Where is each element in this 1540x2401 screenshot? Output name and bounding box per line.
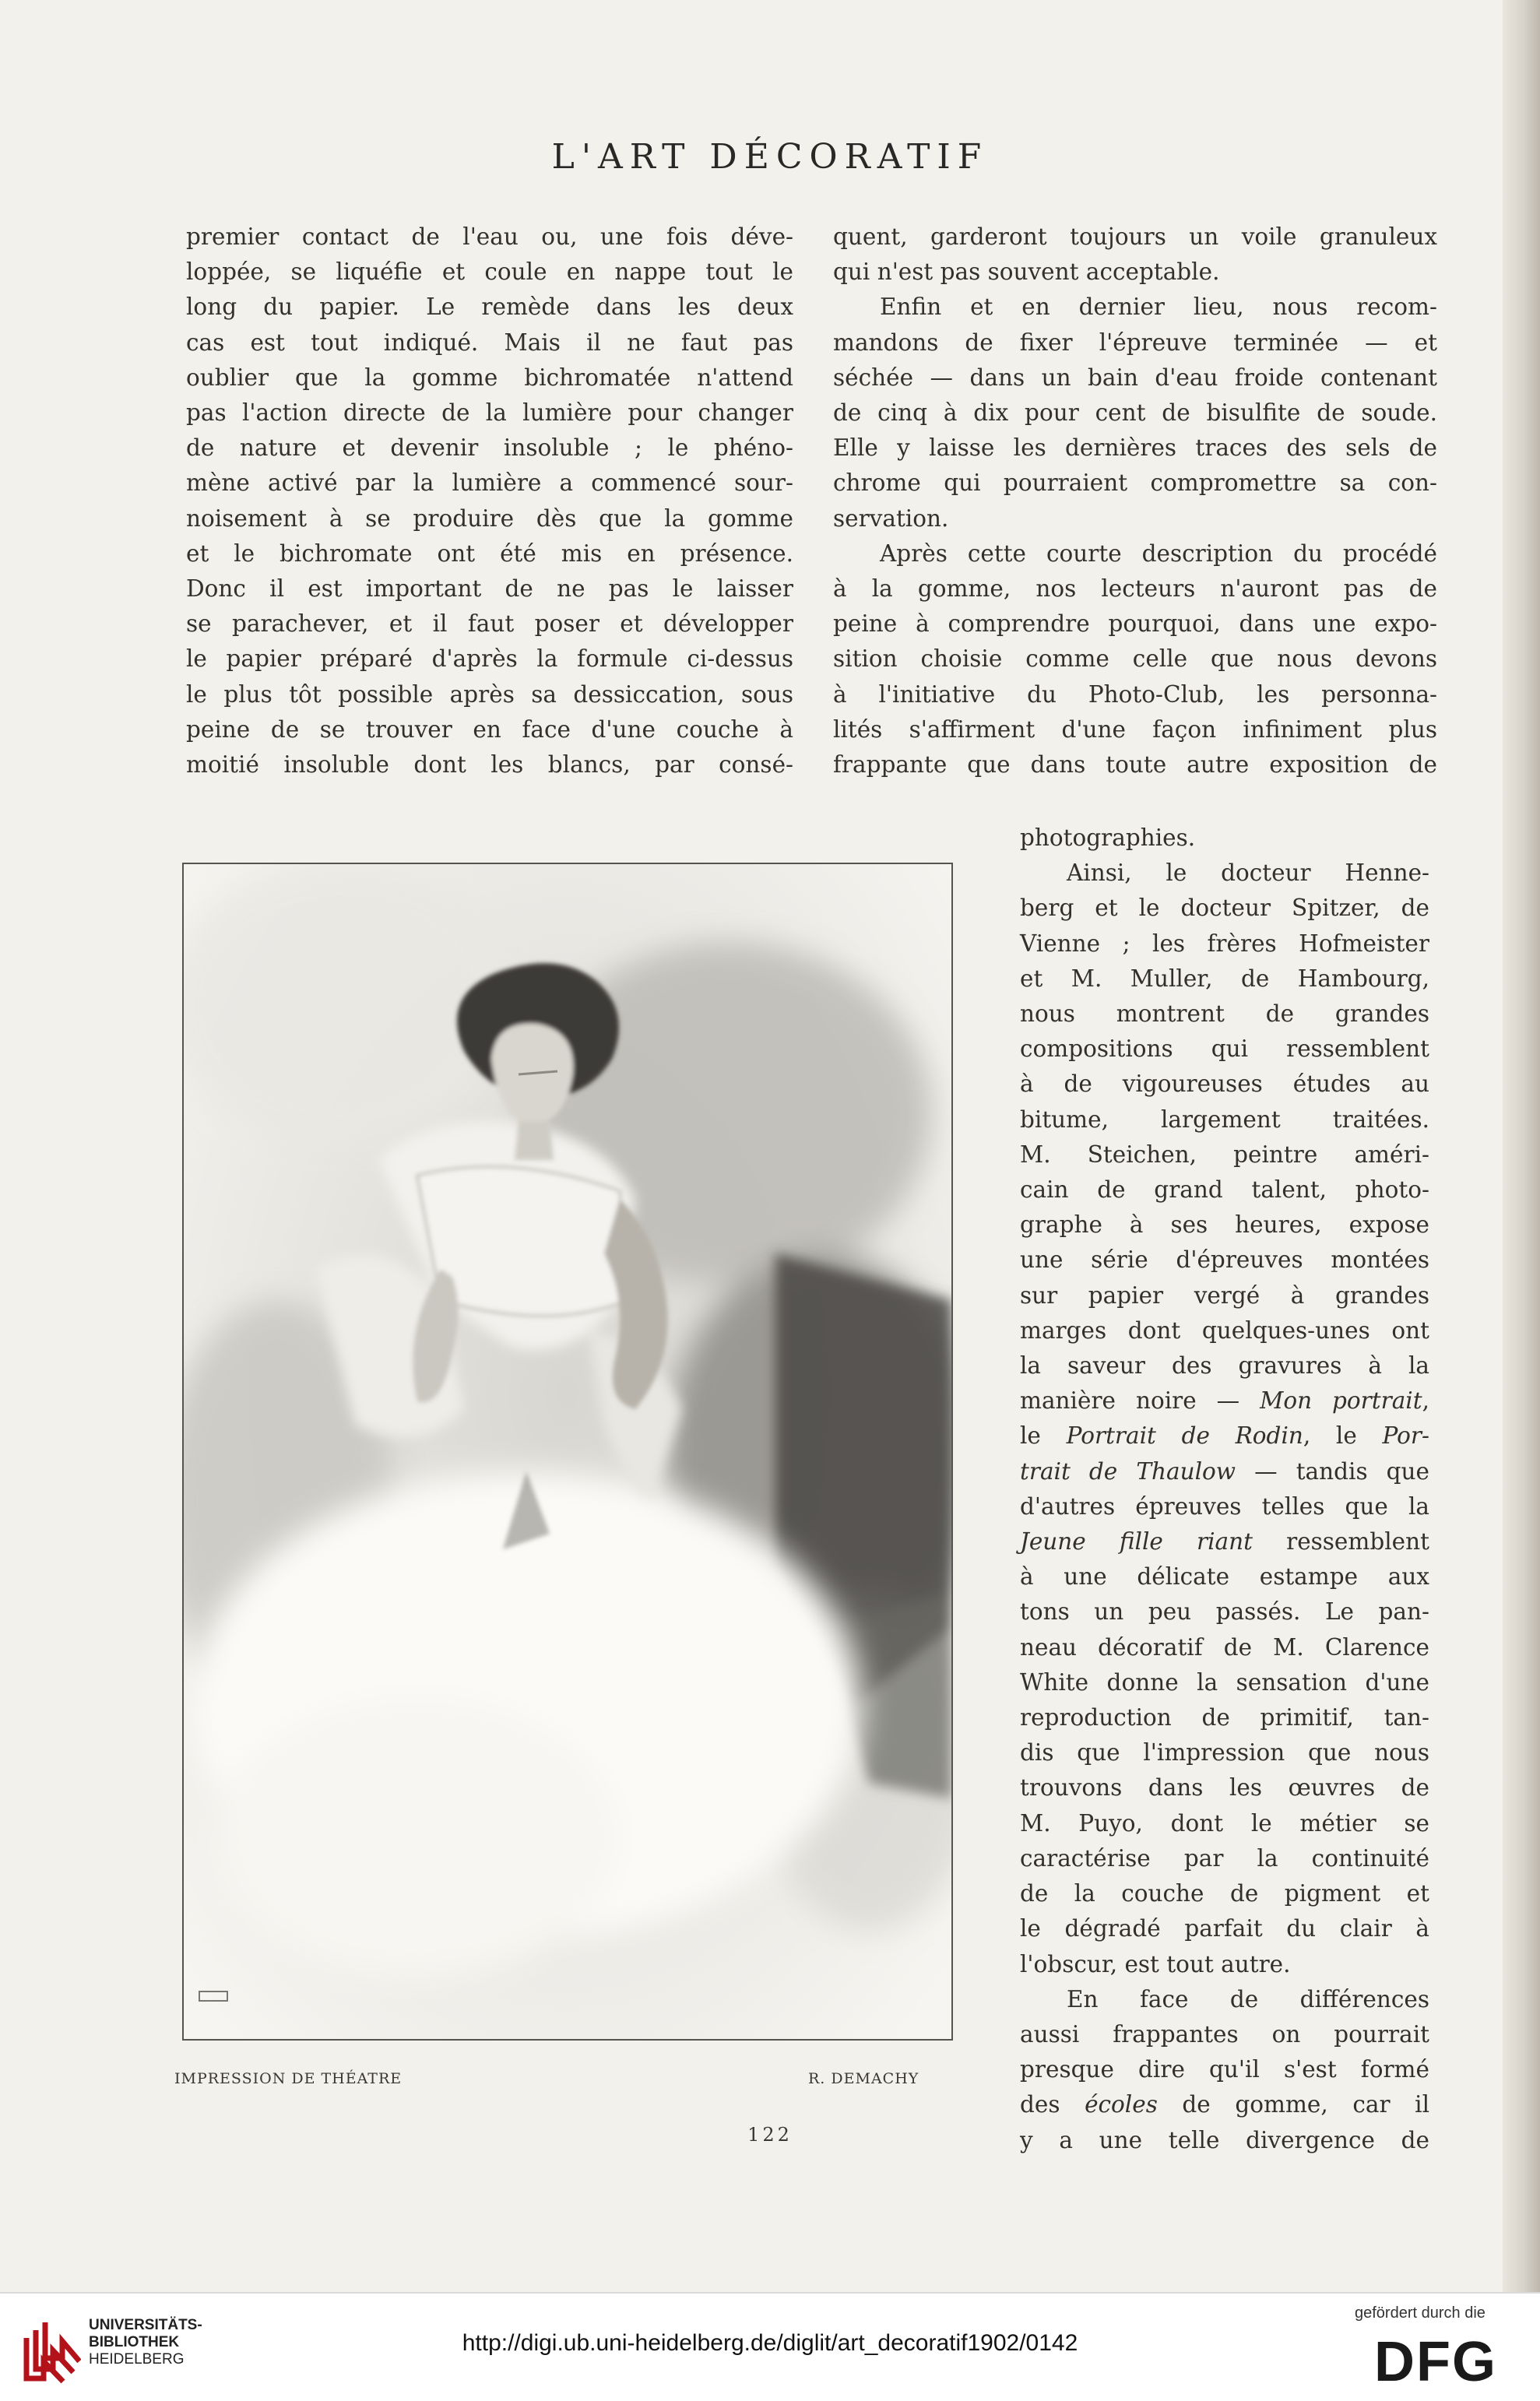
text-line: premier contact de l'eau ou, une fois déve- [186, 223, 793, 250]
text-line: long du papier. Le remède dans les deux [186, 294, 793, 321]
italic-title: Jeune fille riant [1020, 1528, 1253, 1556]
text-line: quent, garderont toujours un voile granuleux [833, 223, 1437, 250]
text-run: M. Steichen, peintre améri- [1020, 1141, 1429, 1168]
text-run: M. Puyo, dont le métier se [1020, 1809, 1429, 1837]
text-run: nous montrent de grandes [1020, 1000, 1429, 1028]
text-line [1020, 856, 1429, 891]
text-run: Vienne ; les frères Hofmeister [1020, 930, 1429, 957]
library-name-line1: UNIVERSITÄTS- [89, 2317, 202, 2333]
left-text-column [186, 220, 793, 782]
text-run: dis que l'impression que nous [1020, 1739, 1429, 1766]
text-run: berg et le docteur Spitzer, de [1020, 895, 1429, 922]
text-line [1020, 1735, 1429, 1770]
text-line [1020, 926, 1429, 961]
text-line [1020, 1982, 1429, 2017]
text-line [1020, 997, 1429, 1032]
italic-title: Portrait de Rodin [1066, 1422, 1303, 1450]
text-line [1020, 961, 1429, 997]
dancer-photograph [184, 864, 951, 2039]
text-run: le [1020, 1422, 1067, 1450]
text-line [1020, 1208, 1429, 1243]
text-line [1020, 1454, 1429, 1489]
dfg-logo: DFG [1374, 2331, 1497, 2393]
text-run: Ainsi, le docteur Henne- [1067, 860, 1429, 887]
italic-title: écoles [1085, 2091, 1158, 2118]
text-line: de cinq à dix pour cent de bisulfite de soude. [833, 399, 1437, 427]
text-run: d'autres épreuves telles que la [1020, 1492, 1429, 1520]
text-line: noisement à se produire dès que la gomme [186, 504, 793, 532]
text-line [1020, 1278, 1429, 1313]
text-line [1020, 1559, 1429, 1594]
text-run: sur papier vergé à grandes [1020, 1281, 1429, 1309]
text-line [1020, 1700, 1429, 1735]
text-line [1020, 1911, 1429, 1946]
right-text-column-top [833, 220, 1437, 782]
text-run: tons un peu passés. Le pan- [1020, 1598, 1429, 1626]
text-line [1020, 1876, 1429, 1911]
text-line: le plus tôt possible après sa dessiccation, sous [186, 680, 793, 708]
text-line: et le bichromate ont été mis en présence. [186, 540, 793, 567]
text-line [1020, 1383, 1429, 1418]
text-line [1020, 2052, 1429, 2087]
text-line [1020, 1841, 1429, 1876]
text-line [1020, 2087, 1429, 2122]
text-run: neau décoratif de M. Clarence [1020, 1633, 1429, 1661]
photograph-plate [182, 863, 953, 2041]
italic-title: Por- [1382, 1422, 1429, 1450]
text-run: une série d'épreuves montées [1020, 1246, 1429, 1274]
text-line: peine de se trouver en face d'une couche à [186, 715, 793, 743]
text-line [1020, 1032, 1429, 1067]
text-run: ressemblent [1252, 1528, 1429, 1556]
text-run: marges dont quelques-unes ont [1020, 1317, 1429, 1344]
text-line [1020, 1418, 1429, 1454]
library-name-line2: BIBLIOTHEK [89, 2334, 180, 2350]
text-run: et M. Muller, de Hambourg, [1020, 965, 1429, 992]
page-number: 122 [747, 2124, 793, 2146]
text-run: de la couche de pigment et [1020, 1880, 1429, 1907]
text-line: chrome qui pourraient compromettre sa con- [833, 469, 1437, 497]
text-run: bitume, largement traitées. [1020, 1106, 1429, 1133]
text-line [1020, 1067, 1429, 1102]
text-run: , [1422, 1387, 1429, 1415]
text-line: servation. [833, 504, 949, 532]
text-line: lités s'affirment d'une façon infiniment plus [833, 715, 1437, 743]
text-line [1020, 1770, 1429, 1805]
text-line: qui n'est pas souvent acceptable. [833, 258, 1220, 286]
text-line [1020, 2017, 1429, 2052]
text-line [1020, 1102, 1429, 1137]
page-edge-shadow [1503, 0, 1540, 2292]
text-run: l'obscur, est tout autre. [1020, 1950, 1291, 1977]
permalink-url[interactable]: http://digi.ub.uni-heidelberg.de/diglit/art_decoratif1902/0142 [462, 2330, 1078, 2356]
text-line: sition choisie comme celle que nous devons [833, 645, 1437, 673]
text-run: y a une telle divergence de [1020, 2126, 1429, 2153]
text-run: White donne la sensation d'une [1020, 1668, 1429, 1696]
text-line [1020, 1947, 1429, 1982]
library-name-line3: HEIDELBERG [89, 2351, 185, 2368]
text-line: Elle y laisse les dernières traces des sels de [833, 434, 1437, 462]
right-text-column-bottom [1020, 821, 1429, 2158]
text-run: caractérise par la continuité [1020, 1844, 1429, 1872]
text-line: peine à comprendre pourquoi, dans une expo- [833, 610, 1437, 638]
text-run: photographies. [1020, 824, 1196, 851]
text-run: de gomme, car il [1157, 2091, 1430, 2118]
text-line [1020, 1594, 1429, 1629]
text-run: la saveur des gravures à la [1020, 1352, 1429, 1380]
text-line: cas est tout indiqué. Mais il ne faut pas [186, 329, 793, 356]
text-run: — tandis que [1236, 1457, 1430, 1485]
text-run: En face de différences [1067, 1985, 1429, 2013]
text-line: à la gomme, nos lecteurs n'auront pas de [833, 575, 1437, 603]
text-run: des [1020, 2091, 1085, 2118]
text-line: Donc il est important de ne pas le laisser [186, 575, 793, 603]
text-run: trouvons dans les œuvres de [1020, 1774, 1429, 1802]
funding-note: gefördert durch die [1355, 2304, 1486, 2322]
text-line [1020, 1243, 1429, 1278]
text-line: séchée — dans un bain d'eau froide contenant [833, 364, 1437, 391]
text-line [1020, 1348, 1429, 1383]
text-line [1020, 891, 1429, 926]
text-run: presque dire qu'il s'est formé [1020, 2056, 1429, 2083]
text-line [1020, 1313, 1429, 1348]
text-run: aussi frappantes on pourrait [1020, 2020, 1429, 2048]
text-line [1020, 1806, 1429, 1841]
text-run: compositions qui ressemblent [1020, 1035, 1429, 1063]
text-line [1020, 1524, 1429, 1559]
text-run: , le [1303, 1422, 1383, 1450]
text-run: cain de grand talent, photo- [1020, 1176, 1429, 1204]
figure-caption-credit: R. DEMACHY [808, 2070, 919, 2087]
text-line [1020, 1489, 1429, 1524]
running-head: L'ART DÉCORATIF [551, 137, 989, 177]
text-line: Après cette courte description du procédé [880, 540, 1437, 567]
text-line: moitié insoluble dont les blancs, par consé- [186, 751, 793, 779]
text-run: reproduction de primitif, tan- [1020, 1704, 1429, 1731]
text-line [1020, 1665, 1429, 1700]
text-line: à l'initiative du Photo-Club, les personna- [833, 680, 1437, 708]
text-line [1020, 1137, 1429, 1172]
text-line: oublier que la gomme bichromatée n'attend [186, 364, 793, 391]
text-line: frappante que dans toute autre exposition de [833, 751, 1437, 779]
text-line [1020, 1172, 1429, 1208]
text-run: graphe à ses heures, expose [1020, 1211, 1429, 1239]
text-run: manière noire — [1020, 1387, 1260, 1415]
text-line [1020, 1630, 1429, 1665]
text-line [1020, 821, 1429, 856]
italic-title: Mon portrait [1260, 1387, 1422, 1415]
text-run: à de vigoureuses études au [1020, 1070, 1429, 1098]
text-run: à une délicate estampe aux [1020, 1563, 1429, 1591]
text-line: se parachever, et il faut poser et développer [186, 610, 793, 638]
text-line: le papier préparé d'après la formule ci-dessus [186, 645, 793, 673]
text-line: loppée, se liquéfie et coule en nappe tout le [186, 258, 793, 286]
text-line: Enfin et en dernier lieu, nous recom- [880, 294, 1437, 321]
text-line: de nature et devenir insoluble ; le phéno- [186, 434, 793, 462]
figure-caption-title: IMPRESSION DE THÉATRE [174, 2070, 403, 2087]
italic-title: trait de Thaulow [1020, 1457, 1236, 1485]
text-line: pas l'action directe de la lumière pour changer [186, 399, 793, 427]
text-line: mandons de fixer l'épreuve terminée — et [833, 329, 1437, 356]
text-run: le dégradé parfait du clair à [1020, 1915, 1429, 1942]
text-line: mène activé par la lumière a commencé sour- [186, 469, 793, 497]
